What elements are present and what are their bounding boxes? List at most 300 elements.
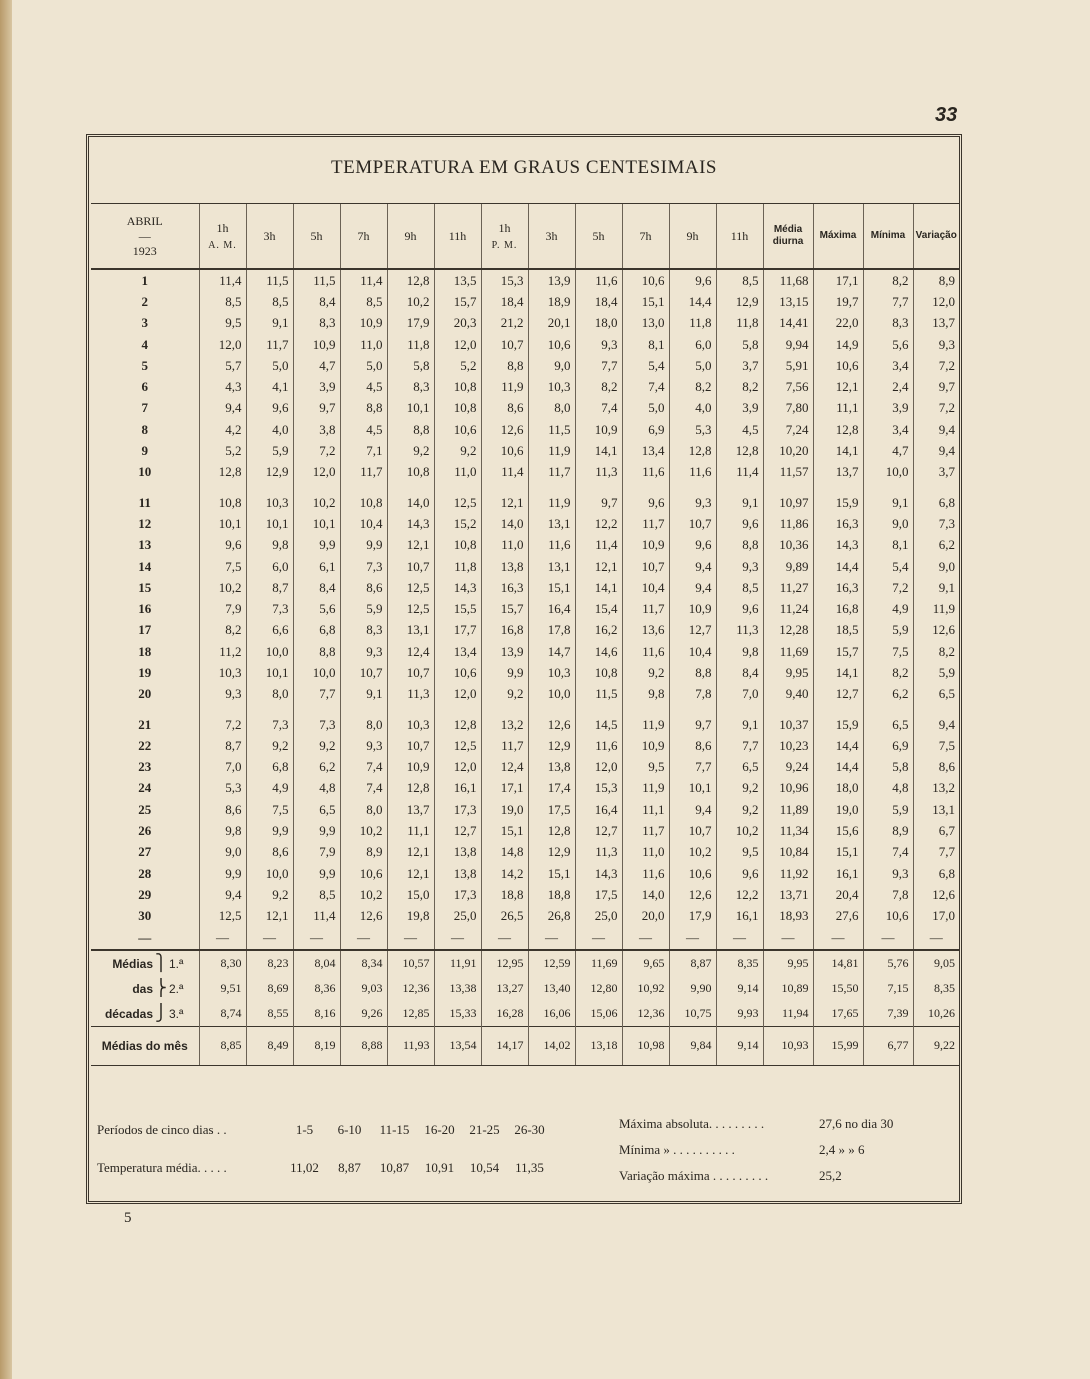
value-cell: 11,6 — [622, 863, 669, 884]
value-cell: 10,4 — [340, 513, 387, 534]
value-cell: 13,1 — [387, 620, 434, 641]
value-cell: 13,1 — [528, 556, 575, 577]
value-cell: 16,1 — [716, 906, 763, 927]
hour-header — [669, 204, 716, 270]
value-cell: 10,26 — [913, 1001, 959, 1027]
value-cell: 10,98 — [622, 1026, 669, 1065]
value-cell: 4,8 — [863, 778, 913, 799]
value-cell: 7,1 — [340, 440, 387, 461]
value-cell: 4,5 — [716, 419, 763, 440]
hour-label: 5h — [310, 228, 323, 243]
table-row — [91, 735, 959, 756]
value-cell: 10,7 — [622, 556, 669, 577]
value-cell: 15,99 — [813, 1026, 863, 1065]
value-cell: 11,6 — [622, 462, 669, 483]
value-cell: 10,2 — [199, 577, 246, 598]
value-cell: 12,0 — [293, 462, 340, 483]
value-cell: 13,1 — [528, 513, 575, 534]
media-diurna-header: Média diurna — [763, 204, 813, 270]
value-cell: 8,6 — [340, 577, 387, 598]
table-row — [91, 714, 959, 735]
value-cell: 6,8 — [293, 620, 340, 641]
periods-label: Períodos de cinco dias . . — [97, 1122, 227, 1137]
value-cell: 8,85 — [199, 1026, 246, 1065]
value-cell: 9,0 — [528, 355, 575, 376]
value-cell: 14,3 — [434, 577, 481, 598]
value-cell: 15,0 — [387, 884, 434, 905]
value-cell: 11,7 — [622, 513, 669, 534]
value-cell: 8,35 — [913, 976, 959, 1001]
value-cell: 5,6 — [863, 334, 913, 355]
dash-cell: — — [575, 927, 622, 950]
value-cell: 8,69 — [246, 976, 293, 1001]
value-cell: 9,1 — [246, 313, 293, 334]
value-cell: 11,6 — [575, 269, 622, 291]
value-cell: 15,1 — [528, 577, 575, 598]
value-cell: 11,89 — [763, 799, 813, 820]
value-cell: 6,8 — [913, 863, 959, 884]
spacer-cell — [434, 705, 481, 714]
value-cell: 9,9 — [246, 820, 293, 841]
value-cell: 8,74 — [199, 1001, 246, 1027]
value-cell: 11,4 — [481, 462, 528, 483]
value-cell: 10,1 — [387, 398, 434, 419]
value-cell: 7,2 — [863, 577, 913, 598]
value-cell: 12,0 — [199, 334, 246, 355]
decade-label-cell — [91, 950, 199, 976]
value-cell: 8,88 — [340, 1026, 387, 1065]
value-cell: 13,1 — [913, 799, 959, 820]
value-cell: 7,3 — [293, 714, 340, 735]
value-cell: 10,4 — [622, 577, 669, 598]
value-cell: 27,6 — [813, 906, 863, 927]
value-cell: 19,0 — [813, 799, 863, 820]
value-cell: 11,4 — [293, 906, 340, 927]
day-cell: 2 — [141, 293, 148, 309]
value-cell: 10,4 — [669, 641, 716, 662]
table-row — [91, 440, 959, 461]
value-cell: 18,8 — [528, 884, 575, 905]
value-cell: 4,7 — [293, 355, 340, 376]
value-cell: 16,3 — [813, 577, 863, 598]
value-cell: 7,4 — [575, 398, 622, 419]
spacer-cell — [716, 483, 763, 492]
value-cell: 12,28 — [763, 620, 813, 641]
value-cell: 8,04 — [293, 950, 340, 976]
value-cell: 8,0 — [340, 714, 387, 735]
hour-header — [387, 204, 434, 270]
hour-label: 3h — [263, 228, 276, 243]
value-cell: 3,9 — [293, 376, 340, 397]
value-cell: 9,3 — [199, 684, 246, 705]
value-cell: 10,6 — [863, 906, 913, 927]
value-cell: 10,6 — [813, 355, 863, 376]
value-cell: 7,7 — [575, 355, 622, 376]
value-cell: 13,40 — [528, 976, 575, 1001]
value-cell: 10,8 — [434, 376, 481, 397]
value-cell: 11,6 — [669, 462, 716, 483]
value-cell: 5,7 — [199, 355, 246, 376]
table-row — [91, 906, 959, 927]
value-cell: 7,4 — [622, 376, 669, 397]
dash-cell: — — [813, 927, 863, 950]
value-cell: 11,7 — [622, 820, 669, 841]
value-cell: 7,24 — [763, 419, 813, 440]
year-label: 1923 — [132, 243, 157, 258]
value-cell: 11,0 — [434, 462, 481, 483]
value-cell: 10,1 — [669, 778, 716, 799]
value-cell: 9,3 — [340, 735, 387, 756]
am-label: A. M. — [208, 240, 237, 251]
value-cell: 12,1 — [246, 906, 293, 927]
value-cell: 19,7 — [813, 291, 863, 312]
value-cell: 12,4 — [481, 757, 528, 778]
value-cell: 10,9 — [387, 757, 434, 778]
value-cell: 15,1 — [481, 820, 528, 841]
value-cell: 11,7 — [481, 735, 528, 756]
value-cell: 13,0 — [622, 313, 669, 334]
value-cell: 8,6 — [481, 398, 528, 419]
value-cell: 12,36 — [622, 1001, 669, 1027]
spacer-cell — [716, 705, 763, 714]
value-cell: 9,6 — [669, 535, 716, 556]
spacer-cell — [528, 483, 575, 492]
value-cell: 2,4 — [863, 376, 913, 397]
value-cell: 3,7 — [913, 462, 959, 483]
table-row — [91, 513, 959, 534]
value-cell: 14,8 — [481, 842, 528, 863]
value-cell: 16,8 — [481, 620, 528, 641]
value-cell: 10,0 — [246, 863, 293, 884]
hour-label: 11h — [448, 228, 467, 243]
table-row — [91, 398, 959, 419]
value-cell: 12,6 — [340, 906, 387, 927]
value-cell: 4,8 — [293, 778, 340, 799]
value-cell: 8,36 — [293, 976, 340, 1001]
spacer-cell — [481, 483, 528, 492]
value-cell: 12,1 — [813, 376, 863, 397]
value-cell: 12,2 — [575, 513, 622, 534]
value-cell: 12,1 — [387, 863, 434, 884]
value-cell: 7,5 — [913, 735, 959, 756]
value-cell: 18,4 — [575, 291, 622, 312]
value-cell: 17,4 — [528, 778, 575, 799]
value-cell: 7,7 — [863, 291, 913, 312]
value-cell: 14,3 — [575, 863, 622, 884]
dash-cell: — — [246, 927, 293, 950]
value-cell: 12,9 — [528, 735, 575, 756]
spacer-cell — [913, 483, 959, 492]
value-cell: 8,9 — [913, 269, 959, 291]
spacer-cell — [246, 483, 293, 492]
value-cell: 7,8 — [863, 884, 913, 905]
minima-header: Mínima — [863, 204, 913, 270]
value-cell: 5,8 — [716, 334, 763, 355]
value-cell: 9,2 — [246, 735, 293, 756]
value-cell: 15,3 — [481, 269, 528, 291]
value-cell: 10,8 — [575, 662, 622, 683]
value-cell: 9,24 — [763, 757, 813, 778]
value-cell: 8,5 — [340, 291, 387, 312]
value-cell: 7,3 — [246, 598, 293, 619]
value-cell: 9,90 — [669, 976, 716, 1001]
value-cell: 9,84 — [669, 1026, 716, 1065]
value-cell: 12,59 — [528, 950, 575, 976]
value-cell: 10,57 — [387, 950, 434, 976]
value-cell: 10,1 — [246, 662, 293, 683]
period-range: 26-30 — [514, 1122, 545, 1137]
value-cell: 11,8 — [669, 313, 716, 334]
absolute-min-value: 2,4 » » 6 — [819, 1142, 865, 1157]
value-cell: 14,0 — [387, 492, 434, 513]
value-cell: 13,27 — [481, 976, 528, 1001]
max-variation-value: 25,2 — [819, 1168, 842, 1183]
value-cell: 14,41 — [763, 313, 813, 334]
value-cell: 15,3 — [575, 778, 622, 799]
value-cell: 10,0 — [246, 641, 293, 662]
value-cell: 5,4 — [863, 556, 913, 577]
value-cell: 16,1 — [434, 778, 481, 799]
page-number: 33 — [935, 104, 958, 126]
value-cell: 13,15 — [763, 291, 813, 312]
value-cell: 7,4 — [863, 842, 913, 863]
value-cell: 11,6 — [528, 535, 575, 556]
value-cell: 20,1 — [528, 313, 575, 334]
value-cell: 10,8 — [434, 535, 481, 556]
value-cell: 9,1 — [340, 684, 387, 705]
value-cell: 11,0 — [481, 535, 528, 556]
value-cell: 10,6 — [434, 419, 481, 440]
value-cell: 8,0 — [528, 398, 575, 419]
hour-label: 7h — [639, 228, 652, 243]
value-cell: 7,39 — [863, 1001, 913, 1027]
value-cell: 11,69 — [575, 950, 622, 976]
value-cell: 14,17 — [481, 1026, 528, 1065]
absolute-min-row — [619, 1137, 949, 1163]
value-cell: 10,1 — [199, 513, 246, 534]
value-cell: 9,9 — [340, 535, 387, 556]
spacer-cell — [813, 483, 863, 492]
day-cell: 13 — [138, 537, 152, 553]
spacer-cell — [669, 483, 716, 492]
value-cell: 8,16 — [293, 1001, 340, 1027]
value-cell: 13,2 — [481, 714, 528, 735]
value-cell: 12,9 — [528, 842, 575, 863]
value-cell: 13,7 — [813, 462, 863, 483]
value-cell: 9,6 — [199, 535, 246, 556]
spacer-cell — [199, 705, 246, 714]
value-cell: 11,5 — [528, 419, 575, 440]
absolute-max-row — [619, 1111, 949, 1137]
value-cell: 9,65 — [622, 950, 669, 976]
value-cell: 5,9 — [913, 662, 959, 683]
value-cell: 10,92 — [622, 976, 669, 1001]
value-cell: 7,4 — [340, 757, 387, 778]
value-cell: 8,4 — [293, 291, 340, 312]
periods-summary — [97, 1117, 597, 1181]
value-cell: 10,0 — [293, 662, 340, 683]
value-cell: 12,1 — [481, 492, 528, 513]
value-cell: 12,0 — [434, 334, 481, 355]
value-cell: 12,5 — [387, 577, 434, 598]
value-cell: 13,7 — [913, 313, 959, 334]
value-cell: 11,1 — [622, 799, 669, 820]
day-cell: 21 — [138, 716, 152, 732]
value-cell: 8,30 — [199, 950, 246, 976]
table-row — [91, 641, 959, 662]
value-cell: 12,5 — [434, 735, 481, 756]
value-cell: 6,0 — [246, 556, 293, 577]
value-cell: 7,7 — [293, 684, 340, 705]
hour-label: 3h — [545, 228, 558, 243]
value-cell: 5,8 — [387, 355, 434, 376]
value-cell: 12,80 — [575, 976, 622, 1001]
value-cell: 9,2 — [293, 735, 340, 756]
value-cell: 8,3 — [293, 313, 340, 334]
value-cell: 16,06 — [528, 1001, 575, 1027]
value-cell: 11,3 — [387, 684, 434, 705]
value-cell: 14,4 — [813, 556, 863, 577]
periods-row — [97, 1117, 597, 1143]
value-cell: 12,8 — [528, 820, 575, 841]
value-cell: 11,6 — [575, 735, 622, 756]
value-cell: 13,6 — [622, 620, 669, 641]
decade-ordinal: 3.ª — [169, 1007, 184, 1022]
value-cell: 7,9 — [199, 598, 246, 619]
value-cell: 10,8 — [387, 462, 434, 483]
value-cell: 9,6 — [716, 513, 763, 534]
value-cell: 11,3 — [716, 620, 763, 641]
spacer-cell — [481, 705, 528, 714]
value-cell: 14,3 — [387, 513, 434, 534]
value-cell: 12,7 — [575, 820, 622, 841]
value-cell: 15,1 — [528, 863, 575, 884]
value-cell: 12,1 — [575, 556, 622, 577]
value-cell: 13,71 — [763, 884, 813, 905]
value-cell: 15,9 — [813, 714, 863, 735]
value-cell: 15,1 — [622, 291, 669, 312]
max-variation-row — [619, 1163, 949, 1189]
value-cell: 21,2 — [481, 313, 528, 334]
decade-row — [91, 950, 959, 976]
value-cell: 15,50 — [813, 976, 863, 1001]
value-cell: 9,03 — [340, 976, 387, 1001]
period-mean: 8,87 — [338, 1160, 361, 1175]
hour-header — [575, 204, 622, 270]
day-cell: 12 — [138, 515, 152, 531]
hour-label: 9h — [404, 228, 417, 243]
value-cell: 15,5 — [434, 598, 481, 619]
value-cell: 9,5 — [199, 313, 246, 334]
period-mean: 10,54 — [469, 1160, 500, 1175]
value-cell: 12,2 — [716, 884, 763, 905]
value-cell: 8,1 — [622, 334, 669, 355]
value-cell: 12,8 — [669, 440, 716, 461]
value-cell: 9,4 — [913, 419, 959, 440]
value-cell: 5,2 — [434, 355, 481, 376]
decade-ordinal: 2.ª — [169, 982, 184, 997]
value-cell: 25,0 — [575, 906, 622, 927]
value-cell: 8,8 — [387, 419, 434, 440]
decade-label: das — [132, 982, 153, 997]
value-cell: 8,2 — [669, 376, 716, 397]
value-cell: 8,1 — [863, 535, 913, 556]
table-row — [91, 884, 959, 905]
value-cell: 9,2 — [387, 440, 434, 461]
value-cell: 14,1 — [813, 440, 863, 461]
value-cell: 5,4 — [622, 355, 669, 376]
value-cell: 9,5 — [622, 757, 669, 778]
value-cell: 17,0 — [913, 906, 959, 927]
value-cell: 4,9 — [246, 778, 293, 799]
extremes-summary — [619, 1111, 949, 1189]
value-cell: 17,65 — [813, 1001, 863, 1027]
table-frame — [86, 134, 962, 1204]
value-cell: 9,3 — [863, 863, 913, 884]
value-cell: 12,0 — [913, 291, 959, 312]
value-cell: 13,9 — [528, 269, 575, 291]
value-cell: 11,4 — [575, 535, 622, 556]
value-cell: 10,7 — [387, 662, 434, 683]
decade-label: Médias — [112, 957, 153, 972]
day-cell: 23 — [138, 759, 152, 775]
decade-row — [91, 976, 959, 1001]
spacer-cell — [293, 705, 340, 714]
value-cell: 6,2 — [293, 757, 340, 778]
day-cell: 15 — [138, 579, 152, 595]
month-label: ABRIL — [126, 213, 163, 228]
value-cell: 9,3 — [575, 334, 622, 355]
value-cell: 9,5 — [716, 842, 763, 863]
value-cell: 8,6 — [246, 842, 293, 863]
value-cell: 10,9 — [575, 419, 622, 440]
day-cell: 30 — [138, 908, 152, 924]
hour-label: 7h — [357, 228, 370, 243]
value-cell: 8,0 — [340, 799, 387, 820]
value-cell: 11,9 — [622, 714, 669, 735]
value-cell: 10,6 — [528, 334, 575, 355]
value-cell: 12,0 — [434, 757, 481, 778]
value-cell: 9,2 — [716, 778, 763, 799]
value-cell: 8,5 — [293, 884, 340, 905]
value-cell: 10,1 — [293, 513, 340, 534]
table-row — [91, 863, 959, 884]
value-cell: 7,2 — [913, 398, 959, 419]
value-cell: 14,1 — [575, 577, 622, 598]
value-cell: 7,2 — [293, 440, 340, 461]
value-cell: 12,8 — [199, 462, 246, 483]
dash-row — [91, 927, 959, 950]
value-cell: 20,4 — [813, 884, 863, 905]
value-cell: 12,85 — [387, 1001, 434, 1027]
value-cell: 10,23 — [763, 735, 813, 756]
value-cell: 10,6 — [340, 863, 387, 884]
value-cell: 8,8 — [481, 355, 528, 376]
value-cell: 10,75 — [669, 1001, 716, 1027]
value-cell: 12,5 — [434, 492, 481, 513]
value-cell: 17,9 — [387, 313, 434, 334]
value-cell: 14,3 — [813, 535, 863, 556]
absolute-max-label: Máxima absoluta. . . . . . . . . — [619, 1116, 765, 1131]
hour-label: 9h — [686, 228, 699, 243]
value-cell: 11,4 — [340, 269, 387, 291]
value-cell: 9,1 — [863, 492, 913, 513]
spacer-row — [91, 483, 959, 492]
day-cell: 1 — [141, 272, 148, 288]
value-cell: 11,4 — [199, 269, 246, 291]
value-cell: 14,4 — [669, 291, 716, 312]
value-cell: 15,6 — [813, 820, 863, 841]
